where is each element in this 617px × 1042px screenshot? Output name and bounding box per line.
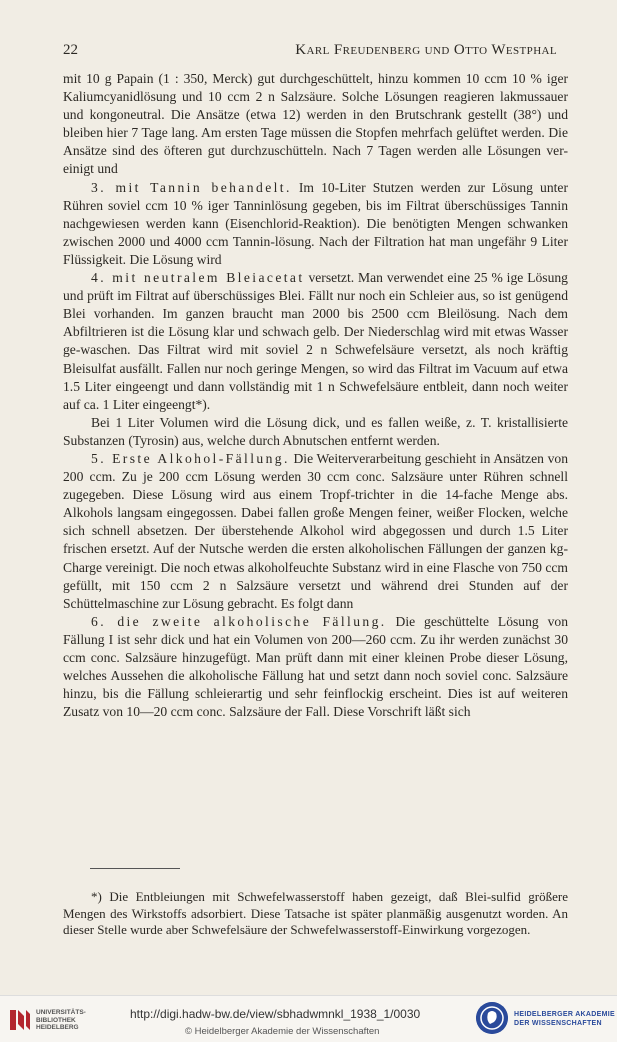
step-5-heading: 5. Erste Alkohol-Fällung.: [91, 450, 290, 466]
ub-logo-icon: [8, 1006, 32, 1034]
paragraph-6: [63, 613, 568, 722]
step-5-text: Die Weiterverarbeitung geschieht in Ansätzen von 200 ccm. Zu je 200 ccm Lösung werden 30 ccm conc. Salzsäure unter Rühren schnell zugegeben. Diese Lösung wird aus einem Tropf-trichter in die 14-fache Menge abs. Alkohols langsam eingegossen. Dabei fallen große Mengen feiner, weißer Flocken, welche sich schnell absetzen. Der überstehende Alkohol wird abgegossen und durch 1.5 Liter frischen ersetzt. Auf der Nutsche werden die ersten alkoholischen Fällungen der ganzen kg-Charge vereinigt. Die noch etwas alkoholfeuchte Substanz wird in eine Flasche von 750 ccm gefüllt, mit 150 ccm 2 n Salzsäure versetzt und während drei Stunden auf der Schüttelmaschine zur Lösung gebracht. Es folgt dann: [63, 450, 568, 611]
paragraph-4: [63, 269, 568, 414]
paragraph-5: [63, 450, 568, 613]
step-6-heading: 6. die zweite alkoholische Fällung.: [91, 613, 387, 629]
step-3-text: Im 10-Liter Stutzen werden zur Lösung unter Rühren soviel ccm 10 % iger Tanninlösung gegeben, bis im Filtrat überschüssiges Tannin nachgewiesen werden kann (Eisenchlorid-Reaktion). Die benötigten Mengen schwanken zwischen 2000 und 4000 ccm Tannin-lösung. Nach der Filtration hat man ungefähr 9 Liter Flüssigkeit. Die Lösung wird: [63, 179, 568, 267]
academy-logo[interactable]: [476, 1002, 616, 1036]
ub-heidelberg-logo[interactable]: [8, 1004, 118, 1034]
academy-seal-icon: [476, 1002, 508, 1034]
page-header: [63, 42, 557, 64]
ub-logo-text: UNIVERSITÄTS- BIBLIOTHEK HEIDELBERG: [36, 1009, 86, 1031]
step-6-text: Die geschüttelte Lösung von Fällung I ist sehr dick und hat ein Volumen von 200—260 ccm. Zu ihr werden zunächst 30 ccm conc. Salzsäure hinzugefügt. Man prüft dann mit einer kleinen Probe dieser Lösung, welches Aussehen die alkoholische Fällung hat und setzt dann noch soviel conc. Salzsäure hinzu, bis die Fällung schleierartig und sehr feinflockig erscheint. Dies ist auf weiteren Zusatz von 10—20 ccm conc. Salzsäure der Fall. Diese Vorschrift läßt sich: [63, 613, 568, 720]
paragraph-1: mit 10 g Papain (1 : 350, Merck) gut durchgeschüttelt, hinzu kommen 10 ccm 10 % iger Kaliumcyanidlösung und 10 ccm 2 n Salzsäure. Solche Lösungen reagieren lakmussauer und kongoneutral. Die Ansätze (etwa 12) werden in den Brutschrank gestellt (38°) und bleiben hier 7 Tage lang. Am ersten Tage müssen die Stopfen mehrfach gelüftet werden. Die Ansätze sind des öfteren gut durchzuschütteln. Nach 7 Tagen werden alle Lösungen ver-einigt und: [63, 71, 568, 177]
copyright: © Heidelberger Akademie der Wissenschaften: [185, 1026, 380, 1037]
permalink[interactable]: http://digi.hadw-bw.de/view/sbhadwmnkl_1938_1/0030: [130, 1007, 421, 1021]
step-3-heading: 3. mit Tannin behandelt.: [91, 179, 292, 195]
viewer-footer: [0, 995, 617, 1042]
paragraph-volume: Bei 1 Liter Volumen wird die Lösung dick, und es fallen weiße, z. T. kristallisierte Substanzen (Tyrosin) aus, welche durch Abnutschen entfernt werden.: [63, 414, 568, 448]
step-4-text: versetzt. Man verwendet eine 25 % ige Lösung und prüft im Filtrat auf überschüssiges Blei. Fällt nur noch ein Schleier aus, so ist genügend Blei vorhanden. Im ganzen braucht man 2000 bis 2500 ccm Bleilösung. Nach dem Abfiltrieren ist die Lösung klar und schwach gelb. Der Niederschlag wird mit etwas Wasser ge-waschen. Das Filtrat wird mit soviel 2 n Schwefelsäure versetzt, als noch kräftig Bleisulfat ausfällt. Fallen nur noch geringe Mengen, so wird das Filtrat im Vacuum auf etwa 1.5 Liter eingeengt und dann vollständig mit 1 n Schwefelsäure entbleit, dann noch weiter auf ca. 1 Liter eingeengt*).: [63, 270, 568, 412]
body-text: [63, 70, 568, 721]
footnote: *) Die Entbleiungen mit Schwefelwasserstoff haben gezeigt, daß Blei-sulfid größere Mengen des Wirkstoffs adsorbiert. Diese Tatsache ist später planmäßig ausgenutzt worden. An dieser Stelle wurde aber Schwefelsäure der Schwefelwasserstoff-Einwirkung vorgezogen.: [63, 889, 568, 937]
running-title: Karl Freudenberg und Otto Westphal: [295, 42, 557, 58]
step-4-heading: 4. mit neutralem Bleiacetat: [91, 270, 305, 286]
footnote-rule: [90, 868, 180, 869]
page-number: 22: [63, 42, 78, 58]
academy-logo-text: HEIDELBERGER AKADEMIE DER WISSENSCHAFTEN: [514, 1011, 615, 1027]
paragraph-3: [63, 179, 568, 269]
